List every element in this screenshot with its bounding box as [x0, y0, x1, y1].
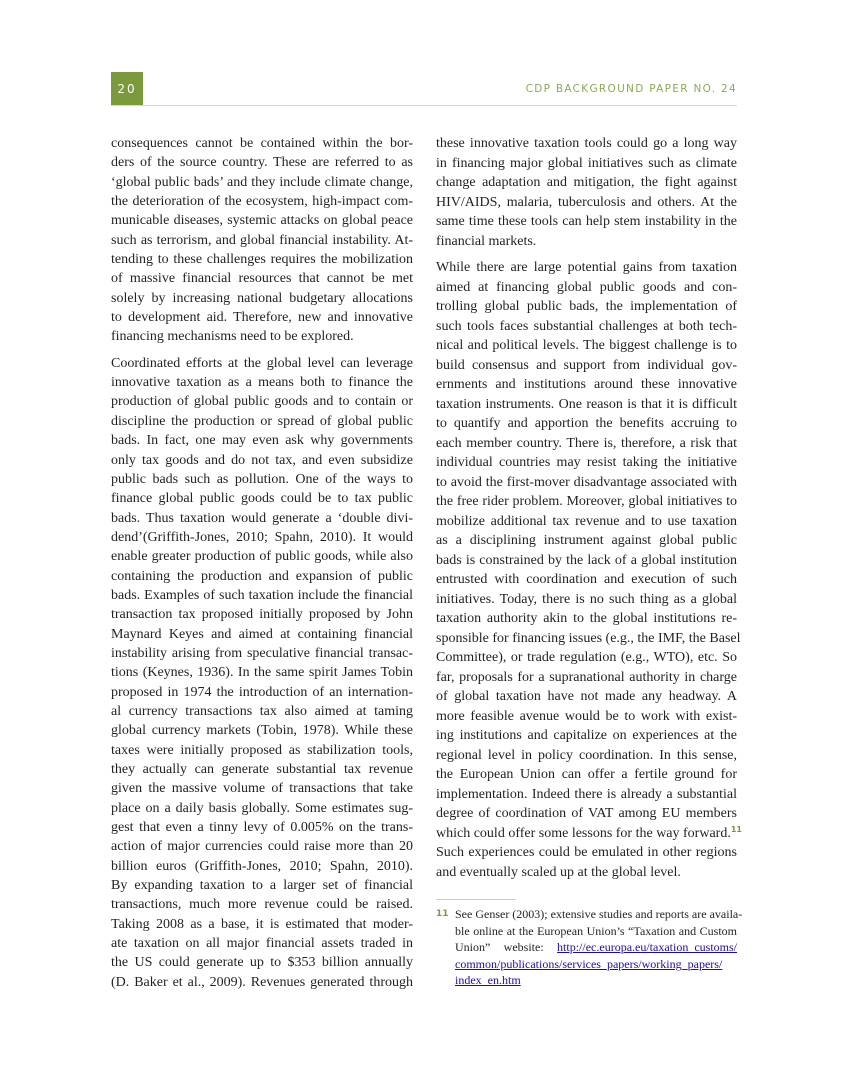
text-line: global currency markets (Tobin, 1978). While these [111, 723, 413, 739]
text-line: only tax goods and do not tax, and even subsidize [111, 452, 413, 468]
text-line: same time these tools can help stem instability in the [436, 214, 737, 229]
text-line: the deterioration of the ecosystem, high-impact com- [111, 194, 413, 210]
text-line: to avoid the first-mover disadvantage associated with [436, 474, 737, 490]
text-line: Such experiences could be emulated in other regions [436, 845, 737, 860]
text-line: taxation authority akin to the global institutions re- [436, 611, 737, 626]
text-line: production of global public goods and to contain or [111, 394, 413, 410]
page-number: 20 [111, 72, 143, 105]
text-line: such as terrorism, and global financial instability. At- [111, 232, 413, 248]
paragraph [436, 134, 737, 251]
text-line: far, proposals for a supranational authority in charge [436, 669, 737, 685]
text-line: financing mechanisms need to be explored. [111, 329, 354, 345]
text-line: billion euros (Griffith-Jones, 2010; Spahn, 2010). [111, 858, 413, 874]
text-line: change adaptation and mitigation, the fight against [436, 175, 737, 190]
text-line: finance global public goods could be to tax public [111, 491, 413, 507]
text-line: bads is constrained by the lack of a global institution [436, 552, 737, 568]
footnote [436, 906, 743, 989]
text-line: Taking 2008 as a base, it is estimated that moder- [111, 916, 413, 932]
text-line: individual countries may resist taking the initiative [436, 455, 737, 470]
text-line: place on a daily basis globally. Some estimates sug- [111, 800, 413, 816]
right-column [436, 134, 742, 889]
text-line: tions (Keynes, 1936). In the same spirit James Tobin [111, 665, 413, 681]
text-line: al currency transactions tax also aimed at taming [111, 703, 413, 719]
text-line: degree of coordination of VAT among EU members [436, 806, 737, 821]
text-line: build consensus and support from individual gov- [436, 357, 737, 373]
text-line: taxes were initially proposed as stabilization tools, [111, 742, 413, 758]
text-line: the US could generate up to $353 billion annually [111, 955, 413, 971]
text-line: more feasible avenue would be to work with exist- [436, 708, 737, 724]
text-line: ders of the source country. These are referred to as [111, 155, 413, 171]
text-line: municable diseases, systemic attacks on global peace [111, 213, 413, 229]
text-line: entrusted with coordination and execution of such [436, 572, 737, 587]
footnote-line: See Genser (2003); extensive studies and reports are availa- [455, 907, 743, 921]
footnote-link[interactable]: common/publications/services_papers/working_papers/ [455, 956, 723, 971]
text-line: ‘global public bads’ and they include climate change, [111, 174, 413, 190]
footnote-line [455, 956, 737, 973]
text-line: they actually can generate substantial tax revenue [111, 762, 413, 777]
text-line: such tools faces substantial challenges at both tech- [436, 318, 737, 334]
text-line: containing the production and expansion of public [111, 568, 413, 584]
text-line: ernments and institutions around these innovative [436, 377, 737, 392]
paragraph [111, 354, 413, 992]
text-line: enable greater production of public goods, while also [111, 549, 413, 565]
text-line: HIV/AIDS, malaria, tuberculosis and others. At the [436, 194, 737, 210]
paragraph [111, 134, 413, 347]
footnote-line [455, 939, 737, 956]
text-line: the free rider problem. Moreover, global initiatives to [436, 494, 737, 509]
text-line: to development aid. Therefore, new and innovative [111, 310, 413, 326]
text-line: the European Union can offer a fertile ground for [436, 767, 737, 782]
text-line: action of major currencies could raise more than 20 [111, 839, 413, 855]
text-line: regional level in policy coordination. In this sense, [436, 747, 737, 763]
footnote-rule [436, 899, 516, 900]
footnote-text: Union” website: [455, 940, 544, 954]
text-line: (D. Baker et al., 2009). Revenues generated through [111, 974, 413, 990]
text-line: each member country. There is, therefore, a risk that [436, 435, 737, 451]
text-line: bads. Examples of such taxation include the financial [111, 587, 413, 603]
text-line: mobilize additional tax revenue and to use taxation [436, 513, 737, 529]
text-line: implementation. Indeed there is already a substantial [436, 786, 737, 802]
text-line [436, 824, 742, 844]
text-line: transactions, much more revenue could be raised. [111, 897, 413, 913]
footnote-line [455, 972, 737, 989]
footnote-link[interactable]: http://ec.europa.eu/taxation_customs/ [557, 940, 737, 954]
text-line: of massive financial resources that cannot be met [111, 271, 413, 287]
text-line: proposed in 1974 the introduction of an internation- [111, 684, 413, 700]
text-line: bads. Thus taxation would generate a ‘double divi- [111, 510, 413, 526]
text-line: trolling global public bads, the implementation of [436, 299, 737, 314]
footnote-number: 11 [436, 909, 449, 919]
text-line: Committee), or trade regulation (e.g., WTO), etc. So [436, 650, 737, 665]
text-line: as a disciplining instrument against global public [436, 533, 737, 548]
footnote-link[interactable]: index_en.htm [455, 973, 521, 987]
text-line: By expanding taxation to a larger set of financial [111, 878, 413, 894]
text-line: innovative taxation as a means both to finance the [111, 375, 413, 391]
text-line: nical and political levels. The biggest challenge is to [436, 338, 737, 353]
text-line: consequences cannot be contained within the bor- [111, 136, 413, 151]
text-line: public bads such as pollution. One of the ways to [111, 471, 413, 487]
paragraph [436, 258, 742, 882]
header-rule [111, 105, 737, 106]
text-line: solely by increasing national budgetary allocations [111, 290, 413, 306]
text-line: given the massive volume of transactions that take [111, 781, 413, 797]
text-line: While there are large potential gains from taxation [436, 260, 737, 275]
text-line: financial markets. [436, 233, 537, 249]
text-line: tending to these challenges requires the mobilization [111, 252, 413, 268]
text-line: transaction tax proposed initially proposed by John [111, 607, 413, 623]
text-line: initiatives. Today, there is no such thing as a global [436, 591, 737, 607]
footnote-reference[interactable]: 11 [730, 824, 742, 834]
text-line: instability arising from speculative financial transac- [111, 645, 413, 661]
text-line: gest that even a tinny levy of 0.005% on the trans- [111, 820, 413, 836]
text-line: sponsible for financing issues (e.g., the IMF, the Basel [436, 630, 741, 646]
text-line: ing institutions and capitalize on experiences at the [436, 728, 737, 743]
text-line: Maynard Keyes and aimed at containing financial [111, 626, 413, 642]
text-line: discipline the production or spread of global public [111, 413, 413, 429]
text-line: ate taxation on all major financial assets traded in [111, 936, 413, 952]
text-line: and eventually scaled up at the global level. [436, 864, 681, 880]
text-line: to quantify and apportion the benefits accruing to [436, 416, 737, 431]
text-line: aimed at financing global public goods and con- [436, 279, 737, 295]
text-line: dend’(Griffith-Jones, 2010; Spahn, 2010). It would [111, 529, 413, 545]
text-line: of global taxation have not made any headway. A [436, 689, 737, 704]
text-span: which could offer some lessons for the way forward. [436, 825, 731, 841]
footnote-line: ble online at the European Union’s “Taxation and Custom [455, 923, 737, 938]
text-line: taxation instruments. One reason is that it is difficult [436, 396, 737, 412]
text-line: these innovative taxation tools could go a long way [436, 136, 737, 151]
text-line: bads. In fact, one may even ask why governments [111, 433, 413, 449]
text-line: Coordinated efforts at the global level can leverage [111, 355, 413, 371]
left-column [111, 134, 413, 999]
text-line: in financing major global initiatives such as climate [436, 155, 737, 171]
running-header-title: CDP BACKGROUND PAPER NO. 24 [525, 83, 737, 95]
